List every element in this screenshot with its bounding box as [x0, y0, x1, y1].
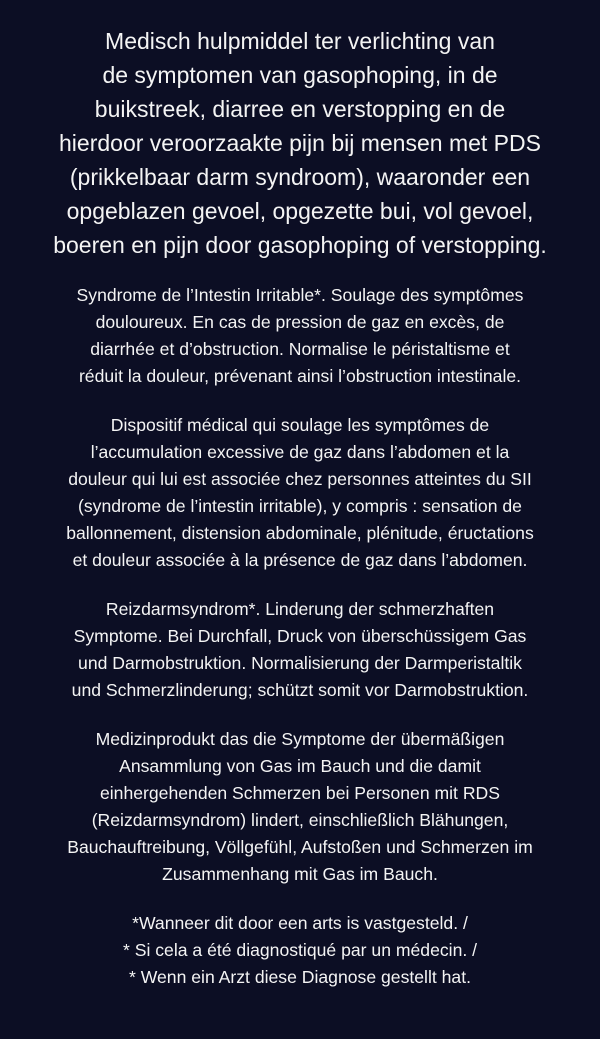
diagnosis-footnote: *Wanneer dit door een arts is vastgesteld. / * Si cela a été diagnostiqué par un médecin. / * Wenn ein Arzt diese Diagnose gestellt hat.	[122, 913, 478, 987]
french-description-text: Dispositif médical qui soulage les symptômes de l’accumulation excessive de gaz dans l’abdomen et la douleur qui lui est associée chez personnes atteintes du SII (syndrome de l’intestin irritable), y compris : sensation de ballonnement, distension abdominale, plénitude, éructations et douleur associée à la présence de gaz dans l’abdomen.	[66, 415, 534, 570]
french-summary-text: Syndrome de l’Intestin Irritable*. Soulage des symptômes douloureux. En cas de pression de gaz en excès, de diarrhée et d’obstruction. Normalise le péristaltisme et réduit la douleur, prévenant ainsi l’obstruction intestinale.	[76, 285, 524, 386]
german-description-text: Medizinprodukt das die Symptome der übermäßigen Ansammlung von Gas im Bauch und die damit einhergehenden Schmerzen bei Personen mit RDS (Reizdarmsyndrom) lindert, einschließlich Blähungen, Bauchauftreibung, Völlgefühl, Aufstoßen und Schmerzen im Zusammenhang mit Gas im Bauch.	[67, 729, 533, 884]
intro-dutch-text: Medisch hulpmiddel ter verlichting van de symptomen van gasophoping, in de buikstreek, diarree en verstopping en de hierdoor veroorzaakte pijn bij mensen met PDS (prikkelbaar darm syndroom), waaronder een opgeblazen gevoel, opgezette bui, vol gevoel, boeren en pijn door gasophoping of verstopping.	[53, 28, 547, 258]
german-summary-text: Reizdarmsyndrom*. Linderung der schmerzhaften Symptome. Bei Durchfall, Druck von überschüssigem Gas und Darmobstruktion. Normalisierung der Darmperistaltik und Schmerzlinderung; schützt somit vor Darmobstruktion.	[71, 599, 529, 700]
